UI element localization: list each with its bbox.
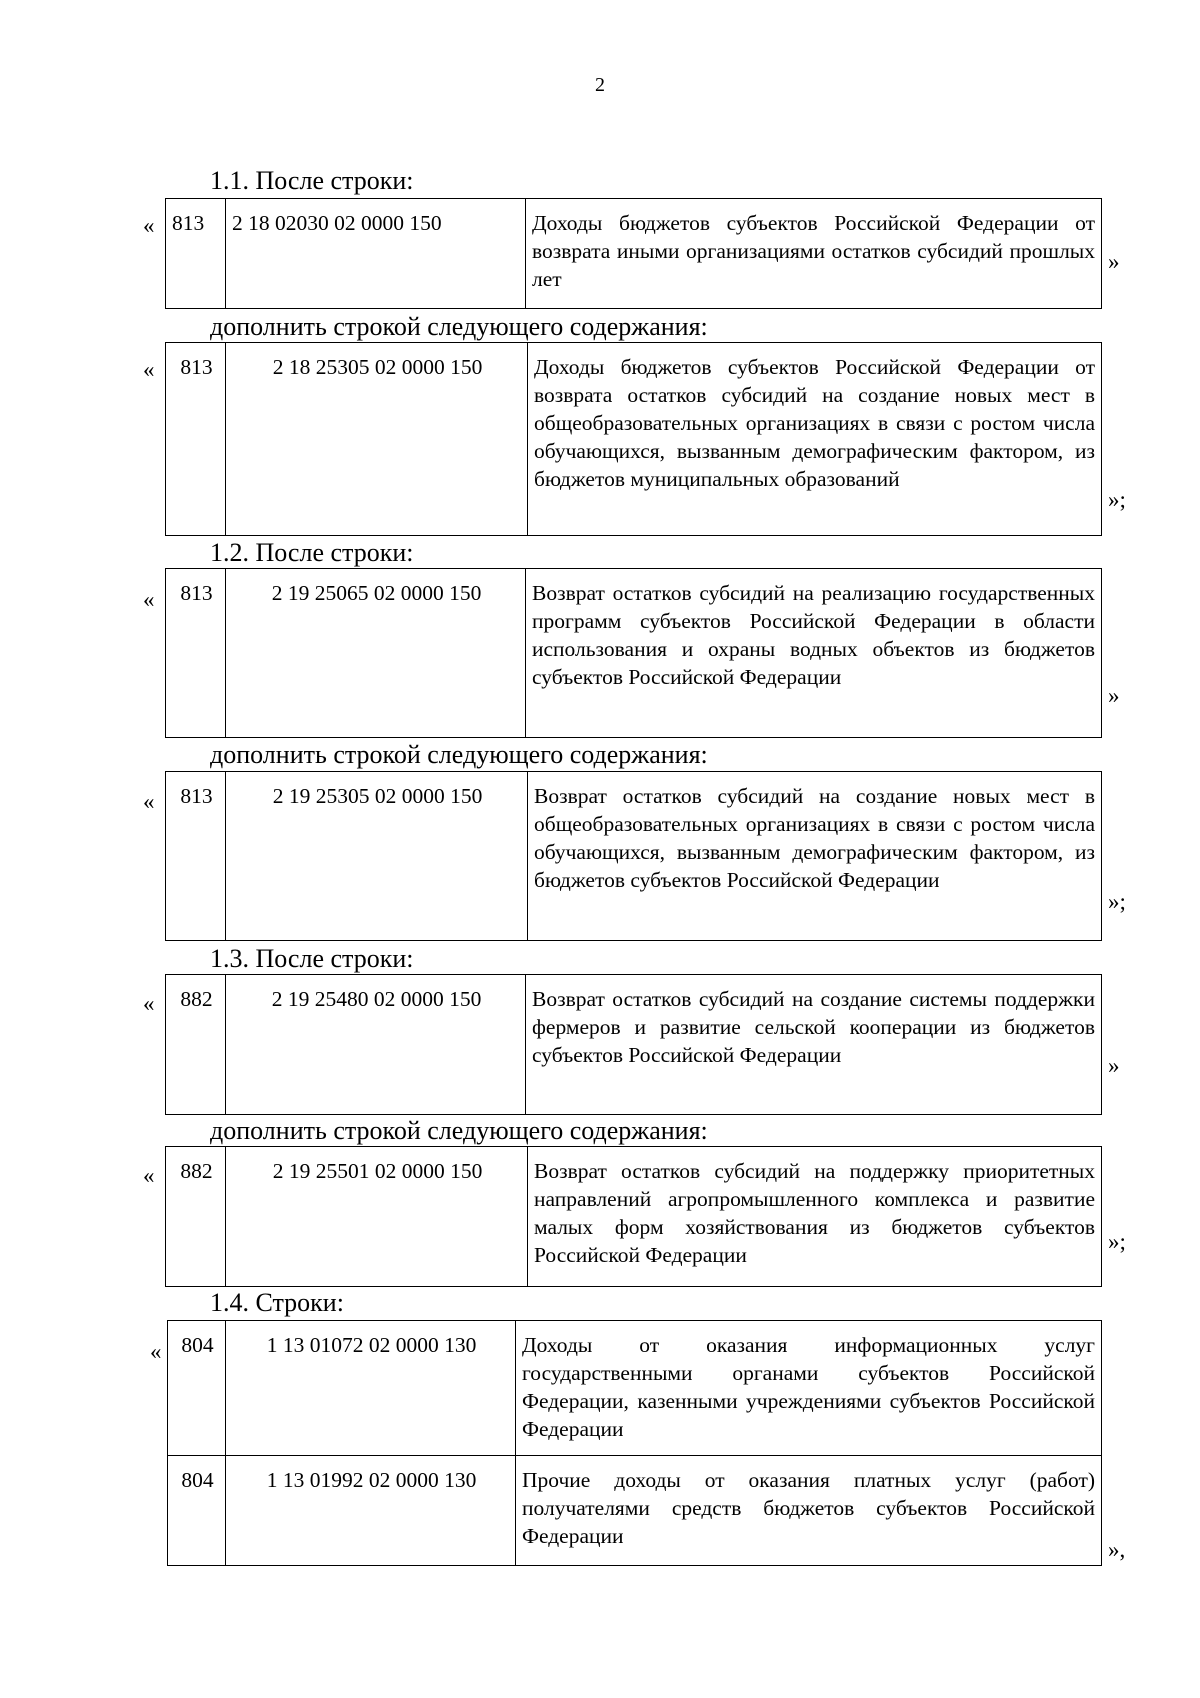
revenue-code-cell: 1 13 01992 02 0000 130 [226,1456,516,1566]
revenue-code-cell: 2 18 02030 02 0000 150 [226,199,526,309]
revenue-code-cell: 2 19 25065 02 0000 150 [226,569,526,738]
close-quote: »; [1108,1229,1126,1254]
revenue-code-cell: 1 13 01072 02 0000 130 [226,1321,516,1456]
table-row [166,1147,1102,1287]
budget-table [165,1146,1102,1287]
admin-code-cell: 882 [166,975,226,1115]
admin-code-cell: 813 [166,772,226,941]
table-row [166,343,1102,536]
table-row [168,1321,1102,1456]
budget-table [165,974,1102,1115]
admin-code-cell: 804 [168,1456,226,1566]
close-quote: » [1108,1053,1120,1078]
budget-table [165,568,1102,738]
open-quote: « [143,991,155,1016]
table-row [166,975,1102,1115]
description-cell: Возврат остатков субсидий на реализацию государственных программ субъектов Российской Федерации в области использования и охраны водных объектов из бюджетов субъектов Российской Федерации [526,569,1102,738]
section-heading-1-3: 1.3. После строки: [210,944,414,973]
description-cell: Возврат остатков субсидий на создание системы поддержки фермеров и развитие сельской кооперации из бюджетов субъектов Российской Федерации [526,975,1102,1115]
open-quote: « [143,1163,155,1188]
section-heading-add-1: дополнить строкой следующего содержания: [210,312,708,341]
open-quote: « [150,1339,162,1364]
table-row [166,772,1102,941]
table-row [166,199,1102,309]
description-cell: Возврат остатков субсидий на поддержку приоритетных направлений агропромышленного комплекса и развитие малых форм хозяйствования из бюджетов субъектов Российской Федерации [528,1147,1102,1287]
budget-table [165,342,1102,536]
description-cell: Доходы бюджетов субъектов Российской Федерации от возврата остатков субсидий на создание новых мест в общеобразовательных организациях в связи с ростом числа обучающихся, вызванным демографическим фактором, из бюджетов муниципальных образований [528,343,1102,536]
admin-code-cell: 813 [166,199,226,309]
open-quote: « [143,789,155,814]
description-cell: Доходы от оказания информационных услуг государственными органами субъектов Российской Федерации, казенными учреждениями субъектов Российской Федерации [516,1321,1102,1456]
admin-code-cell: 813 [166,343,226,536]
section-heading-1-1: 1.1. После строки: [210,166,414,195]
close-quote: »; [1108,889,1126,914]
budget-table [165,198,1102,309]
description-cell: Возврат остатков субсидий на создание новых мест в общеобразовательных организациях в связи с ростом числа обучающихся, вызванным демографическим фактором, из бюджетов субъектов Российской Федерации [528,772,1102,941]
section-heading-add-2: дополнить строкой следующего содержания: [210,740,708,769]
revenue-code-cell: 2 19 25480 02 0000 150 [226,975,526,1115]
description-cell: Доходы бюджетов субъектов Российской Федерации от возврата иными организациями остатков субсидий прошлых лет [526,199,1102,309]
description-cell: Прочие доходы от оказания платных услуг (работ) получателями средств бюджетов субъектов Российской Федерации [516,1456,1102,1566]
revenue-code-cell: 2 19 25305 02 0000 150 [226,772,528,941]
admin-code-cell: 804 [168,1321,226,1456]
admin-code-cell: 882 [166,1147,226,1287]
revenue-code-cell: 2 19 25501 02 0000 150 [226,1147,528,1287]
close-quote: »; [1108,487,1126,512]
budget-table [165,771,1102,941]
close-quote: » [1108,249,1120,274]
open-quote: « [143,213,155,238]
table-row [168,1456,1102,1566]
open-quote: « [143,357,155,382]
table-row [166,569,1102,738]
section-heading-add-3: дополнить строкой следующего содержания: [210,1116,708,1145]
page-number: 2 [595,74,605,96]
section-heading-1-2: 1.2. После строки: [210,538,414,567]
revenue-code-cell: 2 18 25305 02 0000 150 [226,343,528,536]
close-quote: » [1108,683,1120,708]
open-quote: « [143,587,155,612]
budget-table [167,1320,1102,1566]
admin-code-cell: 813 [166,569,226,738]
section-heading-1-4: 1.4. Строки: [210,1288,344,1317]
close-quote: », [1108,1537,1126,1562]
